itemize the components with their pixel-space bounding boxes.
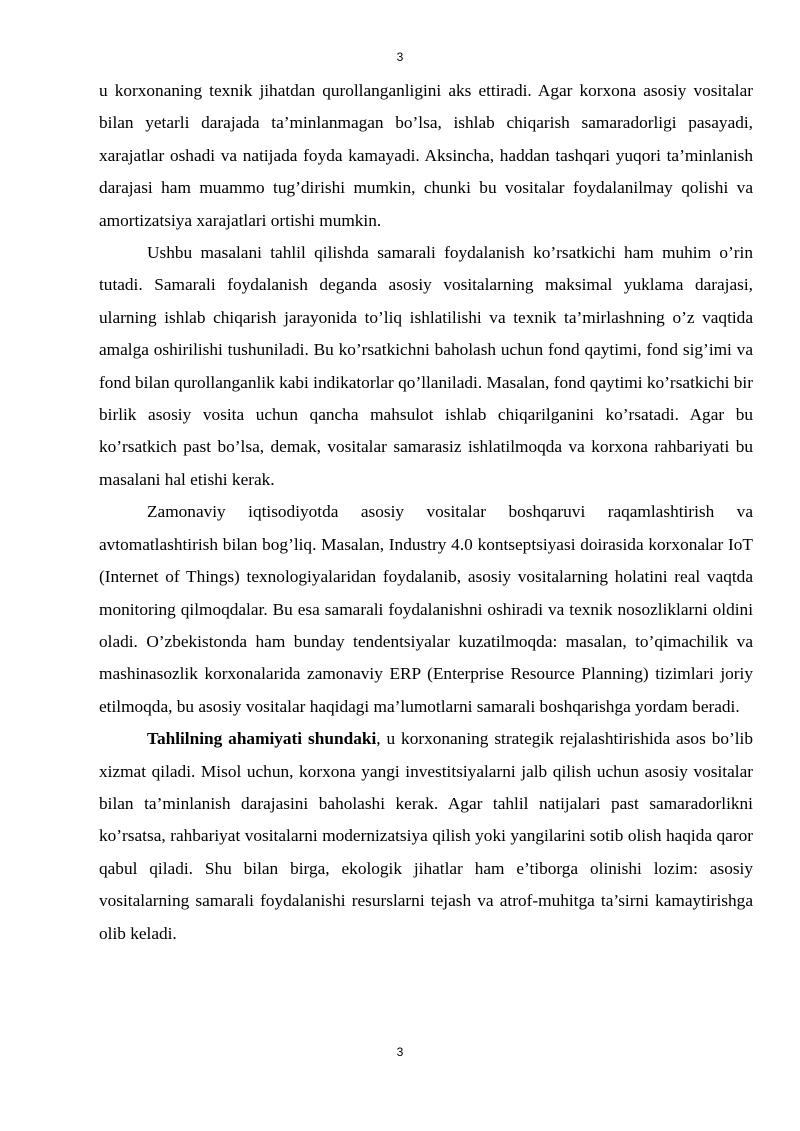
paragraph-3: Zamonaviy iqtisodiyotda asosiy vositalar boshqaruvi raqamlashtirish va avtomatlashtirish bilan bog’liq. Masalan, Industry 4.0 kontseptsiyasi doirasida korxonalar IoT (Internet of Things) texnologiyalaridan foydalanib, asosiy vositalarning holatini real vaqtda monitoring qilmoqdalar. Bu esa samarali foydalanishni oshiradi va texnik nosozliklarni oldini oladi. O’zbekistonda ham bunday tendentsiyalar kuzatilmoqda: masalan, to’qimachilik va mashinasozlik korxonalarida zamonaviy ERP (Enterprise Resource Planning) tizimlari joriy etilmoqda, bu asosiy vositalar haqidagi ma’lumotlarni samarali boshqarishga yordam beradi. xyxy=(99,502,753,716)
page-number-top: 3 xyxy=(396,50,404,64)
paragraph-4 xyxy=(99,723,753,950)
paragraph-1: u korxonaning texnik jihatdan qurollanganligini aks ettiradi. Agar korxona asosiy vositalar bilan yetarli darajada ta’minlanmagan bo’lsa, ishlab chiqarish samaradorligi pasayadi, xarajatlar oshadi va natijada foyda kamayadi. Aksincha, haddan tashqari yuqori ta’minlanish darajasi ham muammo tug’dirishi mumkin, chunki bu vositalar foydalanilmay qolishi va amortizatsiya xarajatlari ortishi mumkin. xyxy=(99,81,753,230)
page-number-bottom: 3 xyxy=(396,1045,404,1059)
paragraph-2: Ushbu masalani tahlil qilishda samarali foydalanish ko’rsatkichi ham muhim o’rin tutadi. Samarali foydalanish deganda asosiy vositalarning maksimal yuklama darajasi, ularning ishlab chiqarish jarayonida to’liq ishlatilishi va texnik ta’mirlashning o’z vaqtida amalga oshirilishi tushuniladi. Bu ko’rsatkichni baholash uchun fond qaytimi, fond sig’imi va fond bilan qurollanganlik kabi indikatorlar qo’llaniladi. Masalan, fond qaytimi ko’rsatkichi bir birlik asosiy vosita uchun qancha mahsulot ishlab chiqarilganini ko’rsatadi. Agar bu ko’rsatkich past bo’lsa, demak, vositalar samarasiz ishlatilmoqda va korxona rahbariyati bu masalani hal etishi kerak. xyxy=(99,243,753,489)
body-text xyxy=(99,75,753,950)
paragraph-4-bold-lead: Tahlilning ahamiyati shundaki xyxy=(147,729,377,749)
paragraph-4-text: , u korxonaning strategik rejalashtirishida asos bo’lib xizmat qiladi. Misol uchun, korxona yangi investitsiyalarni jalb qilish uchun asosiy vositalar bilan ta’minlanish darajasini baholashi kerak. Agar tahlil natijalari past samaradorlikni ko’rsatsa, rahbariyat vositalarni modernizatsiya qilish yoki yangilarini sotib olish haqida qaror qabul qiladi. Shu bilan birga, ekologik jihatlar ham e’tiborga olinishi lozim: asosiy vositalarning samarali foydalanishi resurslarni tejash va atrof-muhitga ta’sirni kamaytirishga olib keladi. xyxy=(99,729,753,943)
